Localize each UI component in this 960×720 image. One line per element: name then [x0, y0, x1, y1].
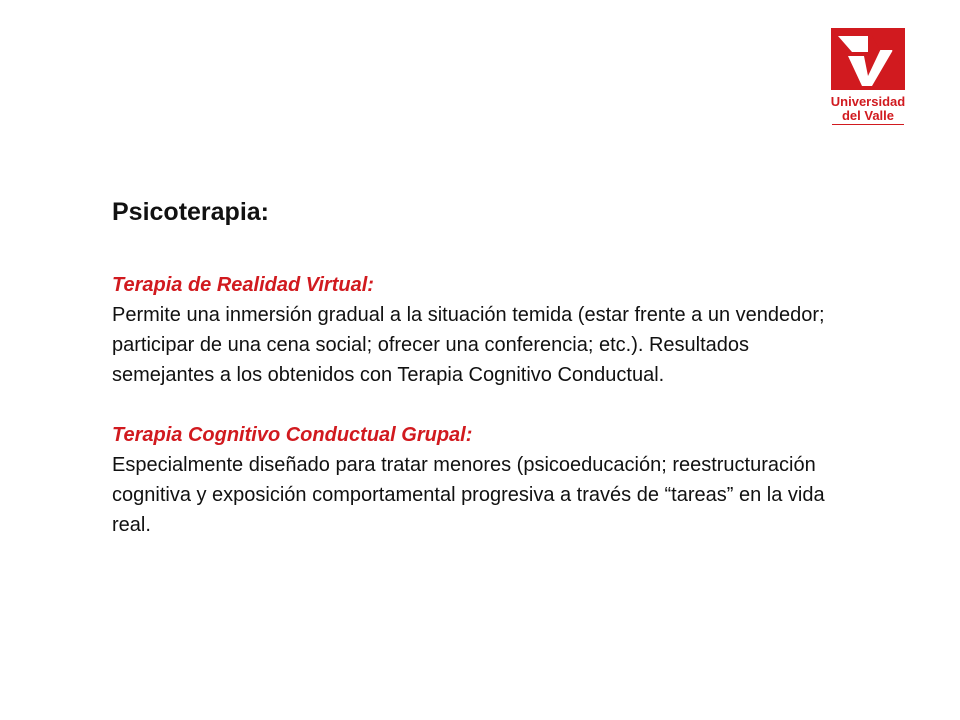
section-heading: Terapia Cognitivo Conductual Grupal: [112, 424, 473, 446]
section-body: Especialmente diseñado para tratar menores (psicoeducación; reestructuración cognitiva y exposición comportamental progresiva a través de “tareas” en la vida real. [112, 454, 825, 536]
section-heading: Terapia de Realidad Virtual: [112, 274, 374, 296]
slide-content [112, 196, 852, 540]
section-group-cbt [112, 420, 852, 540]
section-virtual-reality [112, 270, 852, 390]
university-shield-icon [828, 24, 908, 94]
section-body: Permite una inmersión gradual a la situación temida (estar frente a un vendedor; participar de una cena social; ofrecer una conferencia; etc.). Resultados semejantes a los obtenidos con Terapia Cognitivo Conductual. [112, 304, 825, 386]
logo-text-line1: Universidad [830, 94, 906, 109]
logo-text-line2: del Valle [841, 108, 895, 123]
logo-underline [832, 124, 904, 125]
university-logo [828, 24, 908, 128]
slide-title: Psicoterapia: [112, 198, 270, 226]
